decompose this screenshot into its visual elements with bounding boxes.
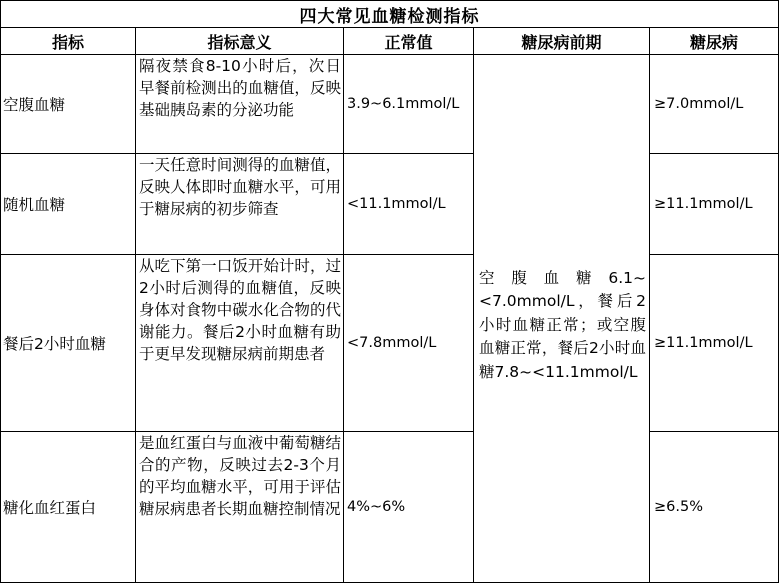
table-row <box>1 55 779 154</box>
diabetes-value-cell: ≥6.5% <box>650 432 779 583</box>
table-row <box>1 154 779 255</box>
header-row <box>1 28 779 55</box>
header-meaning: 指标意义 <box>136 28 344 55</box>
normal-value-cell: <7.8mmol/L <box>344 255 474 432</box>
indicator-cell: 糖化血红蛋白 <box>1 432 136 583</box>
table-title: 四大常见血糖检测指标 <box>1 1 779 28</box>
diabetes-value-cell: ≥11.1mmol/L <box>650 255 779 432</box>
table-row <box>1 255 779 432</box>
normal-value-cell: 4%~6% <box>344 432 474 583</box>
prediabetes-cell <box>474 55 650 583</box>
header-prediabetes: 糖尿病前期 <box>474 28 650 55</box>
meaning-cell: 隔夜禁食8-10小时后，次日早餐前检测出的血糖值，反映基础胰岛素的分泌功能 <box>136 55 344 154</box>
diabetes-value-cell: ≥7.0mmol/L <box>650 55 779 154</box>
normal-value-cell: 3.9~6.1mmol/L <box>344 55 474 154</box>
meaning-cell: 一天任意时间测得的血糖值，反映人体即时血糖水平，可用于糖尿病的初步筛查 <box>136 154 344 255</box>
indicator-cell: 餐后2小时血糖 <box>1 255 136 432</box>
indicator-cell: 随机血糖 <box>1 154 136 255</box>
header-indicator: 指标 <box>1 28 136 55</box>
meaning-cell: 是血红蛋白与血液中葡萄糖结合的产物，反映过去2-3个月的平均血糖水平，可用于评估糖尿病患者长期血糖控制情况 <box>136 432 344 583</box>
indicator-cell: 空腹血糖 <box>1 55 136 154</box>
table-row <box>1 432 779 583</box>
header-normal: 正常值 <box>344 28 474 55</box>
prediabetes-text: 空腹血糖6.1~<7.0mmol/L，餐后2小时血糖正常；或空腹血糖正常，餐后2小时血糖7.8~<11.1mmol/L <box>479 268 646 381</box>
header-diabetes: 糖尿病 <box>650 28 779 55</box>
meaning-cell: 从吃下第一口饭开始计时，过2小时后测得的血糖值，反映身体对食物中碳水化合物的代谢能力。餐后2小时血糖有助于更早发现糖尿病前期患者 <box>136 255 344 432</box>
diabetes-value-cell: ≥11.1mmol/L <box>650 154 779 255</box>
normal-value-cell: <11.1mmol/L <box>344 154 474 255</box>
